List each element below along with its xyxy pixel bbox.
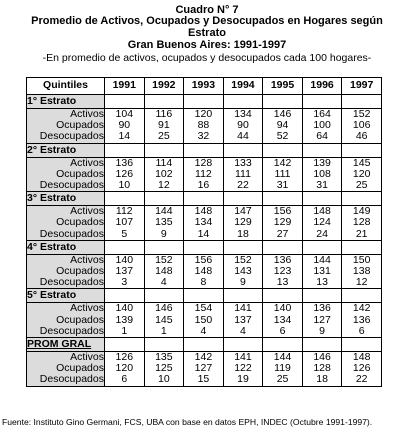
ocupados-value: 120 (115, 362, 134, 375)
row-label: Desocupados (39, 179, 104, 192)
desocupados-value: 9 (240, 276, 246, 289)
section-blank-cell (105, 338, 145, 352)
desocupados-value: 18 (316, 373, 328, 386)
ocupados-value: 148 (194, 265, 213, 278)
activos-value: 144 (273, 351, 292, 364)
section-blank-cell (144, 192, 184, 206)
table-row (27, 254, 382, 289)
section-blank-cell (105, 143, 145, 157)
value-cell (105, 206, 145, 241)
ocupados-value: 135 (155, 216, 173, 229)
row-label: Activos (70, 108, 104, 120)
activos-value: 116 (155, 108, 173, 120)
ocupados-value: 139 (115, 313, 134, 326)
activos-value: 141 (234, 302, 252, 315)
desocupados-value: 3 (121, 276, 128, 289)
value-cell (184, 352, 224, 387)
activos-value: 136 (273, 253, 292, 266)
section-label: 2° Estrato (27, 143, 105, 157)
value-cell (342, 352, 382, 387)
value-cell (144, 157, 184, 192)
value-cell (184, 303, 224, 338)
ocupados-value: 138 (352, 265, 371, 278)
value-cell (302, 157, 342, 192)
value-cell (223, 157, 263, 192)
row-labels (27, 254, 105, 289)
activos-value: 150 (352, 253, 371, 266)
desocupados-value: 32 (197, 130, 210, 143)
row-label: Desocupados (39, 373, 104, 386)
value-cell (144, 352, 184, 387)
row-label: Ocupados (56, 167, 104, 180)
row-label: Ocupados (56, 265, 104, 278)
row-label: Activos (70, 302, 104, 315)
section-blank-cell (184, 95, 224, 109)
desocupados-value: 22 (237, 179, 249, 192)
section-blank-cell (223, 192, 263, 206)
row-labels (27, 303, 105, 338)
desocupados-value: 1 (121, 324, 128, 337)
row-label: Desocupados (39, 227, 104, 240)
desocupados-value: 25 (276, 373, 289, 386)
desocupados-value: 1 (160, 324, 167, 337)
header-year: 1996 (302, 78, 342, 95)
activos-value: 164 (313, 108, 331, 120)
table-row (27, 206, 382, 241)
section-blank-cell (144, 95, 184, 109)
section-header-row (27, 95, 382, 109)
header-year: 1995 (263, 78, 303, 95)
ocupados-value: 100 (313, 119, 331, 132)
value-cell (342, 254, 382, 289)
value-cell (223, 352, 263, 387)
activos-value: 140 (115, 253, 134, 266)
ocupados-value: 125 (155, 362, 173, 375)
desocupados-value: 64 (316, 130, 328, 143)
table-row (27, 109, 382, 144)
section-blank-cell (302, 338, 342, 352)
value-cell (144, 206, 184, 241)
section-blank-cell (263, 143, 303, 157)
table-title: Promedio de Activos, Ocupados y Desocupados en Hogares según (31, 15, 383, 27)
table-subtitle: Gran Buenos Aires: 1991-1997 (127, 39, 287, 51)
activos-value: 134 (234, 108, 252, 120)
activos-value: 133 (234, 156, 252, 169)
ocupados-value: 88 (197, 119, 210, 132)
section-blank-cell (184, 240, 224, 254)
section-blank-cell (184, 289, 224, 303)
activos-value: 154 (194, 302, 213, 315)
activos-value: 126 (115, 351, 134, 364)
value-cell (223, 109, 263, 144)
desocupados-value: 15 (197, 373, 210, 386)
desocupados-value: 25 (355, 179, 368, 192)
ocupados-value: 148 (155, 265, 173, 278)
ocupados-value: 129 (234, 216, 252, 229)
activos-value: 141 (234, 351, 252, 364)
ocupados-value: 131 (313, 265, 331, 278)
ocupados-value: 112 (195, 167, 212, 180)
desocupados-value: 21 (355, 227, 368, 240)
section-blank-cell (105, 240, 145, 254)
activos-value: 152 (234, 253, 252, 266)
desocupados-value: 22 (355, 373, 368, 386)
value-cell (223, 303, 263, 338)
value-cell (342, 157, 382, 192)
section-blank-cell (184, 143, 224, 157)
section-blank-cell (342, 338, 382, 352)
desocupados-value: 6 (121, 373, 128, 386)
row-label: Activos (70, 156, 104, 169)
ocupados-value: 94 (276, 119, 289, 132)
value-cell (184, 157, 224, 192)
desocupados-value: 14 (197, 227, 210, 240)
value-cell (302, 206, 342, 241)
section-blank-cell (302, 289, 342, 303)
ocupados-value: 108 (313, 167, 331, 180)
value-cell (184, 109, 224, 144)
activos-value: 152 (352, 108, 371, 120)
table-note: -En promedio de activos, ocupados y desocupados cada 100 hogares- (42, 52, 372, 64)
activos-value: 140 (115, 302, 134, 315)
desocupados-value: 46 (355, 130, 368, 143)
section-blank-cell (144, 338, 184, 352)
ocupados-value: 150 (194, 313, 213, 326)
ocupados-value: 136 (352, 313, 371, 326)
value-cell (144, 254, 184, 289)
section-blank-cell (223, 289, 263, 303)
section-blank-cell (144, 240, 184, 254)
row-label: Desocupados (39, 324, 104, 337)
ocupados-value: 111 (274, 167, 291, 180)
value-cell (223, 206, 263, 241)
ocupados-value: 90 (237, 119, 249, 132)
ocupados-value: 124 (313, 216, 331, 229)
section-blank-cell (302, 240, 342, 254)
desocupados-value: 31 (276, 179, 289, 192)
ocupados-value: 120 (352, 167, 371, 180)
ocupados-value: 145 (155, 313, 173, 326)
activos-value: 140 (273, 302, 292, 315)
ocupados-value: 137 (115, 265, 134, 278)
section-blank-cell (223, 143, 263, 157)
section-blank-cell (223, 240, 263, 254)
desocupados-value: 18 (237, 227, 249, 240)
desocupados-value: 10 (158, 373, 170, 386)
table-row (27, 157, 382, 192)
value-cell (263, 109, 303, 144)
section-blank-cell (302, 192, 342, 206)
activos-value: 148 (352, 351, 371, 364)
value-cell (263, 157, 303, 192)
section-blank-cell (144, 143, 184, 157)
ocupados-value: 106 (352, 119, 371, 132)
section-label: PROM GRAL (27, 338, 105, 352)
section-label: 5° Estrato (27, 289, 105, 303)
row-labels (27, 206, 105, 241)
value-cell (105, 157, 145, 192)
activos-value: 146 (155, 302, 173, 315)
row-label: Activos (70, 205, 104, 218)
desocupados-value: 44 (237, 130, 249, 143)
value-cell (105, 352, 145, 387)
value-cell (342, 206, 382, 241)
table-row (27, 303, 382, 338)
ocupados-value: 111 (234, 167, 251, 180)
desocupados-value: 24 (316, 227, 328, 240)
value-cell (263, 352, 303, 387)
row-labels (27, 352, 105, 387)
ocupados-value: 127 (194, 362, 213, 375)
table-body (27, 95, 382, 387)
value-cell (223, 254, 263, 289)
desocupados-value: 31 (316, 179, 328, 192)
activos-value: 144 (313, 253, 331, 266)
row-label: Activos (70, 351, 104, 364)
activos-value: 145 (352, 156, 371, 169)
desocupados-value: 19 (237, 373, 249, 386)
section-blank-cell (342, 143, 382, 157)
activos-value: 148 (194, 205, 213, 218)
desocupados-value: 9 (160, 227, 167, 240)
row-label: Ocupados (56, 313, 104, 326)
desocupados-value: 12 (355, 276, 368, 289)
activos-value: 152 (155, 253, 173, 266)
header-quintiles: Quintiles (27, 78, 105, 95)
section-header-row (27, 143, 382, 157)
section-blank-cell (342, 192, 382, 206)
table-row (27, 352, 382, 387)
activos-value: 112 (115, 205, 133, 218)
section-blank-cell (144, 289, 184, 303)
value-cell (105, 109, 145, 144)
activos-value: 149 (352, 205, 371, 218)
ocupados-value: 126 (352, 362, 371, 375)
activos-value: 142 (273, 156, 292, 169)
desocupados-value: 4 (160, 276, 167, 289)
row-labels (27, 157, 105, 192)
desocupados-value: 52 (276, 130, 289, 143)
desocupados-value: 5 (121, 227, 128, 240)
row-label: Ocupados (56, 216, 104, 229)
section-blank-cell (223, 338, 263, 352)
value-cell (342, 303, 382, 338)
desocupados-value: 13 (316, 276, 328, 289)
section-header-row (27, 240, 382, 254)
section-blank-cell (105, 289, 145, 303)
desocupados-value: 12 (158, 179, 170, 192)
row-label: Ocupados (56, 362, 104, 375)
section-label: 3° Estrato (27, 192, 105, 206)
section-blank-cell (302, 143, 342, 157)
header-year: 1997 (342, 78, 382, 95)
activos-value: 146 (273, 108, 292, 120)
activos-value: 136 (115, 156, 134, 169)
desocupados-value: 13 (276, 276, 289, 289)
activos-value: 156 (273, 205, 292, 218)
desocupados-value: 4 (240, 324, 246, 337)
source-footnote: Fuente: Instituto Gino Germani, FCS, UBA con base en datos EPH, INDEC (Octubre 1991-1997). (2, 417, 373, 427)
section-label: 4° Estrato (27, 240, 105, 254)
activos-value: 146 (313, 351, 331, 364)
section-blank-cell (263, 289, 303, 303)
value-cell (302, 109, 342, 144)
section-blank-cell (105, 95, 145, 109)
value-cell (302, 352, 342, 387)
ocupados-value: 119 (274, 362, 291, 375)
desocupados-value: 4 (200, 324, 207, 337)
activos-value: 135 (155, 351, 173, 364)
desocupados-value: 14 (118, 130, 131, 143)
row-label: Ocupados (56, 119, 104, 132)
value-cell (263, 254, 303, 289)
section-blank-cell (184, 338, 224, 352)
data-table (26, 77, 382, 387)
activos-value: 144 (155, 205, 173, 218)
ocupados-value: 122 (234, 362, 252, 375)
activos-value: 104 (115, 108, 134, 120)
section-blank-cell (105, 192, 145, 206)
header-row (27, 78, 382, 95)
ocupados-value: 129 (273, 216, 292, 229)
section-blank-cell (263, 192, 303, 206)
row-label: Desocupados (39, 276, 104, 289)
ocupados-value: 127 (313, 313, 331, 326)
header-year: 1994 (223, 78, 263, 95)
table-title-continued: Estrato (188, 27, 226, 39)
desocupados-value: 16 (197, 179, 210, 192)
header-year: 1991 (105, 78, 145, 95)
value-cell (302, 303, 342, 338)
row-label: Activos (70, 253, 104, 266)
section-blank-cell (302, 95, 342, 109)
section-blank-cell (342, 289, 382, 303)
ocupados-value: 134 (273, 313, 292, 326)
ocupados-value: 123 (273, 265, 292, 278)
activos-value: 156 (194, 253, 213, 266)
header-year: 1992 (144, 78, 184, 95)
section-blank-cell (263, 240, 303, 254)
activos-value: 139 (313, 156, 331, 169)
desocupados-value: 6 (358, 324, 365, 337)
section-blank-cell (263, 95, 303, 109)
ocupados-value: 128 (352, 216, 371, 229)
value-cell (105, 254, 145, 289)
desocupados-value: 8 (200, 276, 207, 289)
value-cell (184, 206, 224, 241)
activos-value: 128 (194, 156, 213, 169)
section-header-row (27, 338, 382, 352)
value-cell (184, 254, 224, 289)
desocupados-value: 27 (276, 227, 289, 240)
ocupados-value: 134 (194, 216, 213, 229)
value-cell (263, 206, 303, 241)
value-cell (302, 254, 342, 289)
value-cell (144, 303, 184, 338)
table-number: Cuadro N° 7 (175, 4, 239, 16)
ocupados-value: 128 (313, 362, 331, 375)
section-header-row (27, 192, 382, 206)
header-year: 1993 (184, 78, 224, 95)
desocupados-value: 6 (279, 324, 286, 337)
section-blank-cell (263, 338, 303, 352)
desocupados-value: 9 (319, 324, 326, 337)
value-cell (342, 109, 382, 144)
ocupados-value: 137 (234, 313, 252, 326)
ocupados-value: 102 (155, 167, 173, 180)
section-blank-cell (342, 240, 382, 254)
section-header-row (27, 289, 382, 303)
activos-value: 142 (194, 351, 213, 364)
desocupados-value: 25 (158, 130, 170, 143)
activos-value: 142 (352, 302, 371, 315)
desocupados-value: 10 (118, 179, 131, 192)
value-cell (263, 303, 303, 338)
section-blank-cell (223, 95, 263, 109)
row-labels (27, 109, 105, 144)
activos-value: 120 (194, 108, 213, 120)
activos-value: 147 (234, 205, 252, 218)
ocupados-value: 91 (158, 119, 170, 132)
value-cell (144, 109, 184, 144)
section-label: 1° Estrato (27, 95, 105, 109)
ocupados-value: 107 (115, 216, 134, 229)
section-blank-cell (342, 95, 382, 109)
ocupados-value: 90 (118, 119, 131, 132)
ocupados-value: 126 (115, 167, 134, 180)
section-blank-cell (184, 192, 224, 206)
ocupados-value: 143 (234, 265, 252, 278)
activos-value: 114 (155, 156, 173, 169)
activos-value: 148 (313, 205, 331, 218)
row-label: Desocupados (39, 130, 104, 143)
value-cell (105, 303, 145, 338)
activos-value: 136 (313, 302, 331, 315)
